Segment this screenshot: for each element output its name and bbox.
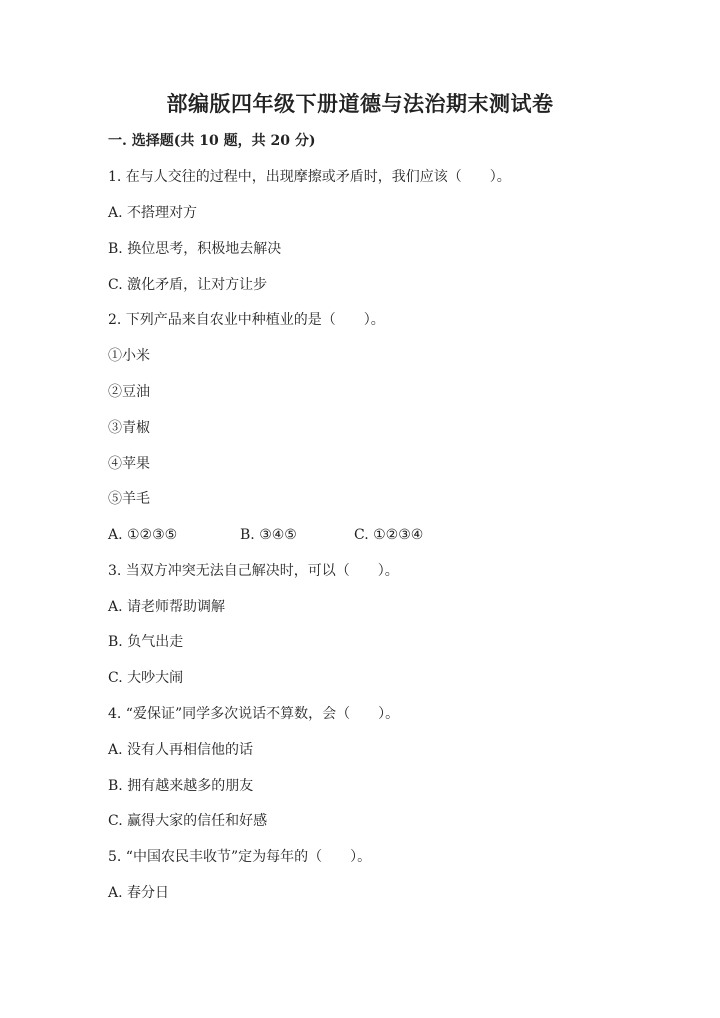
- question-1-option-b: B. 换位思考，积极地去解决: [108, 241, 282, 257]
- question-2-item-5: ⑤羊毛: [108, 491, 150, 507]
- question-3-option-a: A. 请老师帮助调解: [108, 599, 226, 615]
- question-2-item-4: ④苹果: [108, 456, 150, 472]
- question-1-option-c: C. 激化矛盾，让对方让步: [108, 277, 268, 293]
- question-2-option-a: A. ①②③⑤: [108, 527, 178, 543]
- question-1-stem: 1. 在与人交往的过程中，出现摩擦或矛盾时，我们应该（ ）。: [108, 169, 511, 185]
- question-5-stem: 5. “中国农民丰收节”定为每年的（ ）。: [108, 849, 372, 865]
- question-4-stem: 4. “爱保证”同学多次说话不算数，会（ ）。: [108, 706, 400, 722]
- question-2-stem: 2. 下列产品来自农业中种植业的是（ ）。: [108, 312, 385, 328]
- question-2-item-3: ③青椒: [108, 420, 150, 436]
- question-1-option-a: A. 不搭理对方: [108, 205, 198, 221]
- question-3-stem: 3. 当双方冲突无法自己解决时，可以（ ）。: [108, 563, 399, 579]
- question-2-item-1: ①小米: [108, 348, 150, 364]
- question-2-option-c: C. ①②③④: [354, 527, 424, 543]
- question-2-option-b: B. ③④⑤: [240, 527, 297, 543]
- question-5-option-a: A. 春分日: [108, 885, 170, 901]
- question-4-option-c: C. 赢得大家的信任和好感: [108, 813, 268, 829]
- question-3-option-b: B. 负气出走: [108, 634, 184, 650]
- page-title: 部编版四年级下册道德与法治期末测试卷: [166, 91, 554, 116]
- section-heading: 一. 选择题(共 10 题，共 20 分): [108, 133, 316, 149]
- question-2-item-2: ②豆油: [108, 384, 150, 400]
- question-3-option-c: C. 大吵大闹: [108, 670, 184, 686]
- question-4-option-b: B. 拥有越来越多的朋友: [108, 778, 254, 794]
- question-2-options-row: [108, 526, 508, 544]
- question-4-option-a: A. 没有人再相信他的话: [108, 742, 254, 758]
